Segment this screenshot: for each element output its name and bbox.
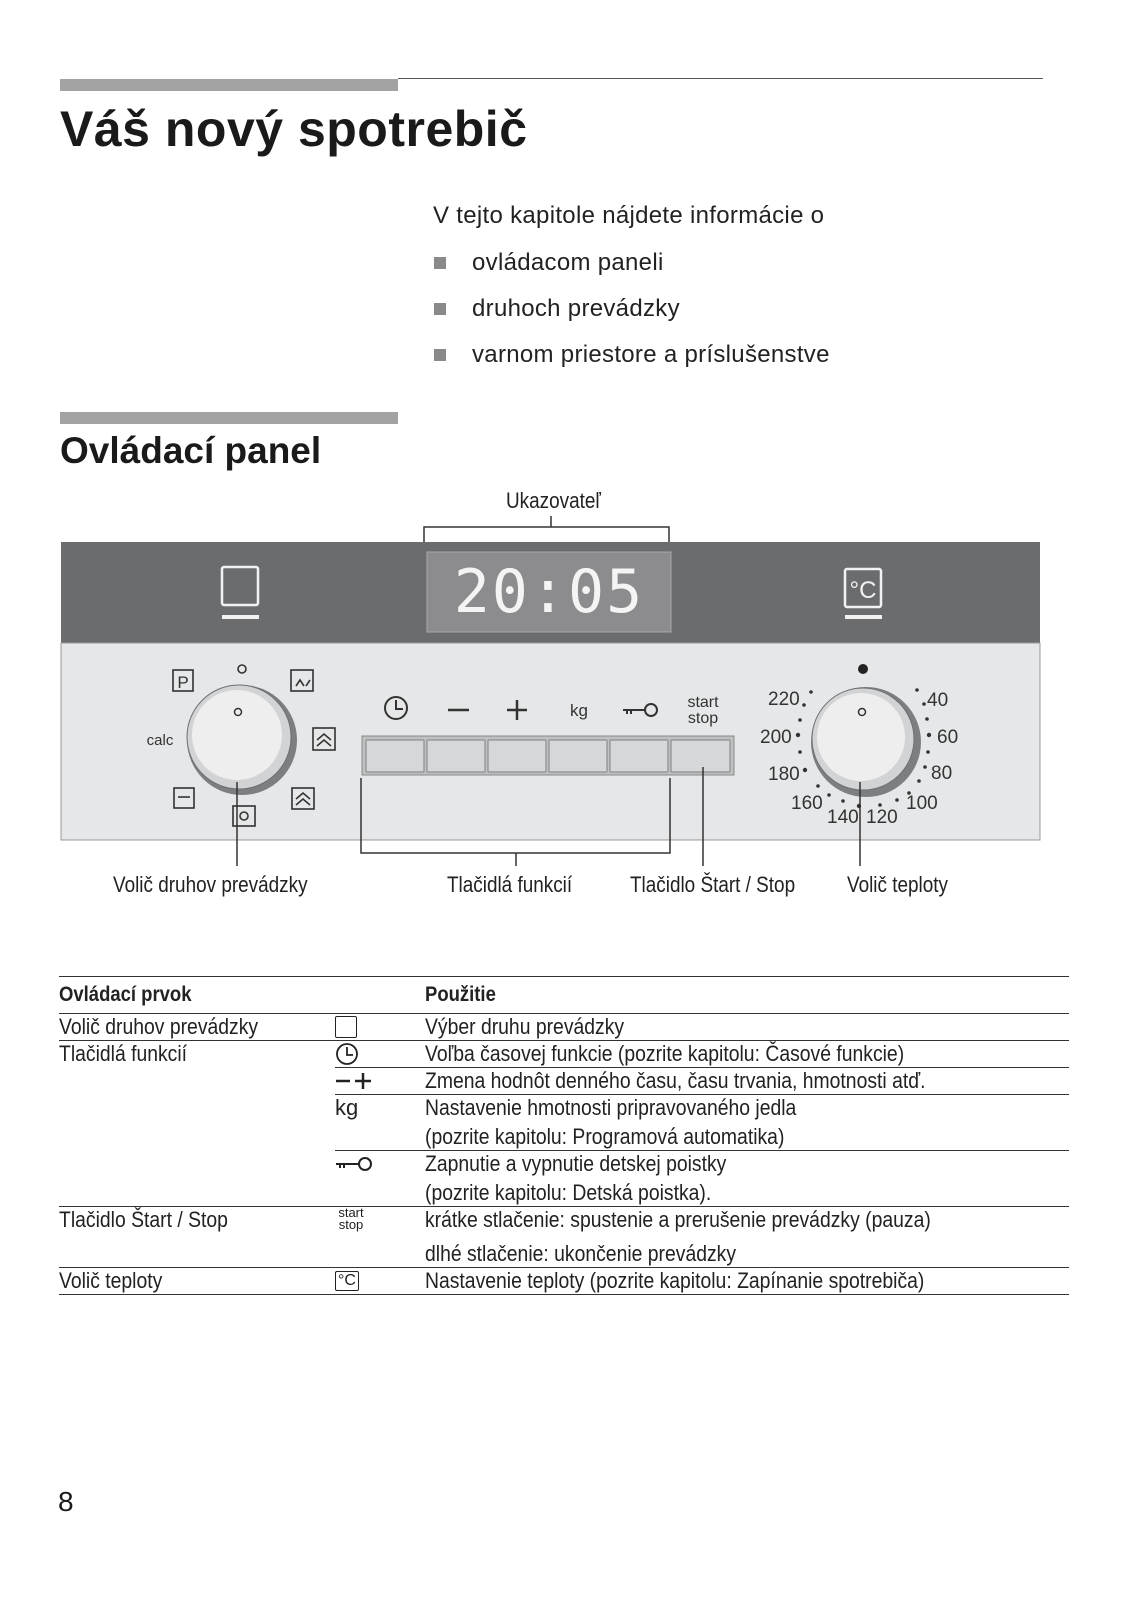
section-title: Ovládací panel bbox=[60, 430, 322, 471]
svg-text:180: 180 bbox=[768, 764, 800, 785]
table-row: Volič druhov prevádzky Výber druhu prevádzky bbox=[59, 1014, 1069, 1041]
kg-symbol: kg bbox=[335, 1095, 359, 1120]
mode-p-label: P bbox=[177, 673, 189, 692]
list-item: ovládacom paneli bbox=[434, 240, 830, 286]
temp-top-dot bbox=[858, 664, 868, 674]
stop-button-label: stop bbox=[687, 710, 719, 727]
table-row: Tlačidlo Štart / Stop start stop krátke stlačenie: spustenie a prerušenie prevádzky (pauza) bbox=[59, 1207, 1069, 1234]
start-button-label: start bbox=[687, 694, 719, 711]
header-element: Ovládací prvok bbox=[59, 983, 192, 1006]
display-time: 20:05 bbox=[453, 557, 645, 627]
temp-indicator-label: °C bbox=[849, 577, 877, 604]
table-row: dlhé stlačenie: ukončenie prevádzky bbox=[425, 1241, 737, 1266]
kg-button-label: kg bbox=[570, 701, 588, 720]
svg-text:160: 160 bbox=[791, 793, 823, 814]
svg-text:80: 80 bbox=[931, 763, 953, 784]
svg-text:140: 140 bbox=[827, 807, 859, 828]
page-title: Váš nový spotrebič bbox=[60, 101, 528, 157]
controls-table bbox=[59, 976, 1069, 1295]
svg-text:60: 60 bbox=[937, 727, 959, 748]
celsius-symbol: °C bbox=[335, 1271, 359, 1291]
mode-selector-knob[interactable] bbox=[187, 685, 297, 795]
clock-icon bbox=[335, 1041, 361, 1067]
start-stop-symbol: start stop bbox=[338, 1205, 364, 1232]
temp-selector-callout: Volič teploty bbox=[847, 872, 948, 897]
key-icon bbox=[335, 1151, 375, 1177]
start-stop-callout: Tlačidlo Štart / Stop bbox=[630, 872, 796, 897]
table-row: kg Nastavenie hmotnosti pripravovaného jedla (pozrite kapitolu: Programová automatika) bbox=[59, 1095, 1069, 1151]
table-header-row bbox=[59, 977, 1069, 1014]
list-item: varnom priestore a príslušenstve bbox=[434, 332, 830, 378]
temp-selector-knob[interactable] bbox=[811, 687, 921, 797]
table-row: Zmena hodnôt denného času, času trvania, hmotnosti atď. bbox=[59, 1068, 1069, 1095]
header-usage: Použitie bbox=[425, 983, 496, 1006]
function-buttons-callout: Tlačidlá funkcií bbox=[447, 872, 573, 897]
mode-calc-label: calc bbox=[146, 732, 174, 749]
square-icon bbox=[335, 1016, 357, 1038]
svg-text:200: 200 bbox=[760, 727, 792, 748]
minus-plus-icon bbox=[335, 1068, 375, 1094]
mode-selector-callout: Volič druhov prevádzky bbox=[113, 872, 308, 897]
svg-text:220: 220 bbox=[768, 689, 800, 710]
svg-text:120: 120 bbox=[866, 807, 898, 828]
page-number: 8 bbox=[58, 1486, 74, 1517]
list-item: druhoch prevádzky bbox=[434, 286, 830, 332]
table-row: Tlačidlá funkcií Voľba časovej funkcie (pozrite kapitolu: Časové funkcie) bbox=[59, 1041, 1069, 1068]
intro-lead: V tejto kapitole nájdete informácie o bbox=[433, 202, 825, 229]
table-row: Zapnutie a vypnutie detskej poistky (pozrite kapitolu: Detská poistka). bbox=[59, 1151, 1069, 1207]
table-row: Volič teploty °C Nastavenie teploty (pozrite kapitolu: Zapínanie spotrebiča) bbox=[59, 1268, 1069, 1295]
svg-text:100: 100 bbox=[906, 793, 938, 814]
display-callout-label: Ukazovateľ bbox=[506, 488, 601, 513]
svg-text:40: 40 bbox=[927, 690, 949, 711]
